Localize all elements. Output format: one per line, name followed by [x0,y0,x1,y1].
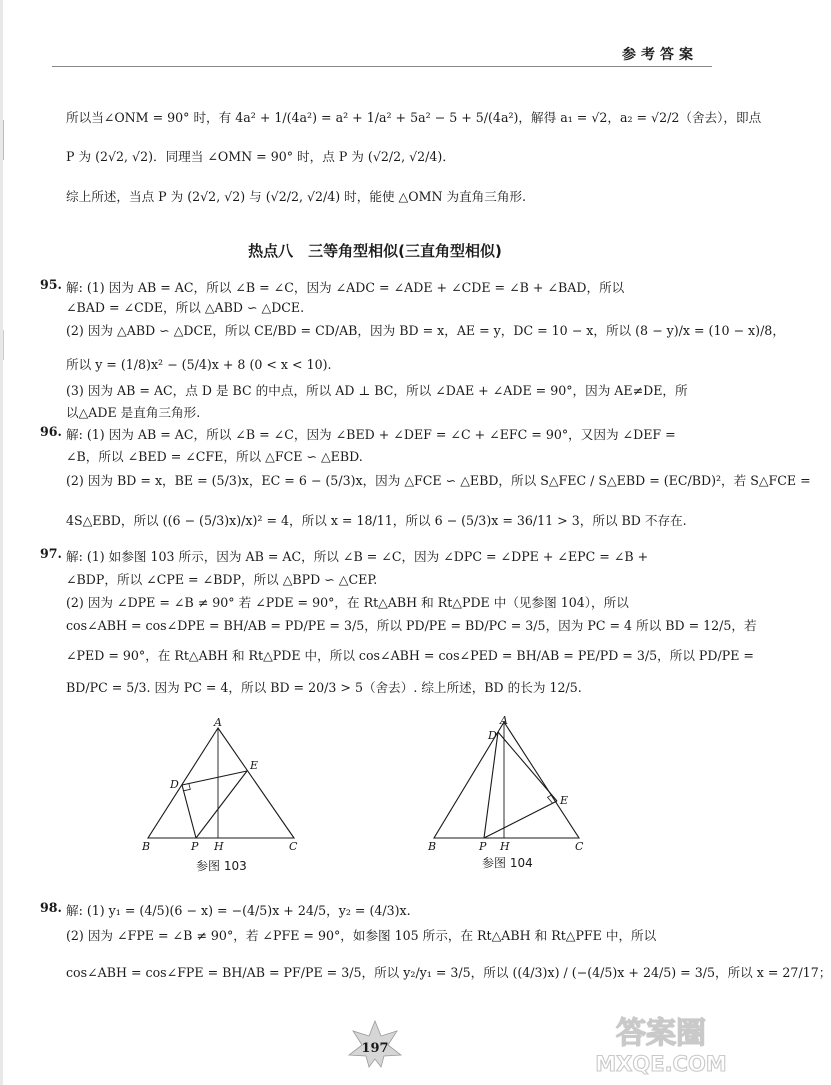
fig104-segment-de [498,732,557,801]
problem-96-number: 96. [40,424,62,439]
scan-edge [0,0,10,1085]
page-number-badge [343,1019,407,1069]
top-line-3: 综上所述，当点 P 为 (2√2, √2) 与 (√2/2, √2/4) 时，能使 △OMN 为直角三角形. [66,189,527,204]
problem-95-line-1: 解: (1) 因为 AB = AC，所以 ∠B = ∠C，因为 ∠ADC = ∠ADE + ∠CDE = ∠B + ∠BAD，所以 [66,280,625,295]
problem-96-line-2: ∠B，所以 ∠BED = ∠CFE，所以 △FCE ∽ △EBD. [66,449,363,464]
fig103-label-p: P [191,840,199,853]
problem-96-line-3: (2) 因为 BD = x，BE = (5/3)x，EC = 6 − (5/3)x，因为 △FCE ∽ △EBD，所以 S△FEC / S△EBD = (EC/BD)²，若 S△FCE = [66,473,811,488]
figure-103 [136,716,306,856]
problem-98-number: 98. [40,900,62,915]
fig103-segment-dp [182,785,196,838]
section-title: 热点八 三等角型相似(三直角型相似) [248,242,502,260]
problem-95-line-2: ∠BAD = ∠CDE，所以 △ABD ∽ △DCE. [66,300,305,315]
problem-95-line-3: (2) 因为 △ABD ∽ △DCE，所以 CE/BD = CD/AB，因为 BD = x，AE = y，DC = 10 − x，所以 (8 − y)/x = (10 − x)/8， [66,323,785,338]
fig103-label-e: E [250,759,259,772]
fig103-label-c: C [289,840,298,853]
problem-95-line-4: 所以 y = (1/8)x² − (5/4)x + 8 (0 < x < 10). [66,357,332,372]
problem-97-line-2: ∠BDP，所以 ∠CPE = ∠BDP，所以 △BPD ∽ △CEP. [66,572,378,587]
fig103-segment-de [182,771,247,785]
problem-97-number: 97. [40,546,62,561]
fig104-segment-pe [484,801,557,838]
top-line-1: 所以当∠ONM = 90° 时，有 4a² + 1/(4a²) = a² + 1/a² + 5a² − 5 + 5/(4a²)，解得 a₁ = √2，a₂ = √2/2（舍去），即点 [66,110,762,125]
problem-98-line-1: 解: (1) y₁ = (4/5)(6 − x) = −(4/5)x + 24/5，y₂ = (4/3)x. [66,903,411,918]
fig104-label-p: P [479,840,487,853]
problem-95-line-5: (3) 因为 AB = AC，点 D 是 BC 的中点，所以 AD ⊥ BC，所以 ∠DAE + ∠ADE = 90°，因为 AE≠DE，所 [66,383,688,398]
problem-96-line-4: 4S△EBD，所以 ((6 − (5/3)x)/x)² = 4，所以 x = 18/11，所以 6 − (5/3)x = 36/11 > 3，所以 BD 不存在. [66,513,687,528]
fig103-label-d: D [170,778,179,791]
problem-95-line-6: 以△ADE 是直角三角形. [66,405,201,420]
watermark-logo [586,1005,736,1079]
problem-97-line-4: cos∠ABH = cos∠DPE = BH/AB = PD/PE = 3/5，所以 PD/PE = BD/PC = 3/5，因为 PC = 4 所以 BD = 12/5，若 [66,618,757,633]
fig103-label-a: A [214,716,222,729]
fig103-segment-pe [196,771,247,838]
fig104-label-h: H [500,840,510,853]
problem-98-line-3: cos∠ABH = cos∠FPE = BH/AB = PF/PE = 3/5，所以 y₂/y₁ = 3/5，所以 ((4/3)x) / (−(4/5)x + 24/5) = 3/5，所以 x = 27/17； [66,965,831,980]
header-rule [52,66,712,67]
top-line-2: P 为 (2√2, √2)．同理当 ∠OMN = 90° 时，点 P 为 (√2/2, √2/4)． [66,149,455,164]
figure-103-caption: 参图 103 [196,859,247,873]
fig104-label-e: E [560,794,569,807]
problem-95-number: 95. [40,277,62,292]
watermark-url: MXQE.COM [595,1052,727,1076]
figure-104-caption: 参图 104 [482,856,533,870]
page-number: 197 [361,1041,389,1056]
watermark-text: 答案圈 [616,1016,706,1051]
fig104-label-c: C [575,840,584,853]
fig104-segment-dp [484,732,498,838]
fig104-triangle-abc [434,722,579,838]
fig103-label-b: B [142,840,151,853]
problem-98-line-2: (2) 因为 ∠FPE = ∠B ≠ 90°，若 ∠PFE = 90°，如参图 105 所示，在 Rt△ABH 和 Rt△PFE 中，所以 [66,928,657,943]
problem-97-line-5: ∠PED = 90°，在 Rt△ABH 和 Rt△PDE 中，所以 cos∠ABH = cos∠PED = BH/AB = PE/PD = 3/5，所以 PD/PE = [66,648,754,663]
figure-104 [424,712,594,856]
problem-97-line-6: BD/PC = 5/3. 因为 PC = 4，所以 BD = 20/3 > 5（舍去）. 综上所述，BD 的长为 12/5. [66,680,582,695]
problem-97-line-1: 解: (1) 如参图 103 所示，因为 AB = AC，所以 ∠B = ∠C，因为 ∠DPC = ∠DPE + ∠EPC = ∠B + [66,549,649,564]
fig104-label-a: A [500,714,508,727]
fig104-label-d: D [488,729,497,742]
page-header: 参考答案 [622,47,698,63]
fig103-label-h: H [214,840,224,853]
problem-97-line-3: (2) 因为 ∠DPE = ∠B ≠ 90° 若 ∠PDE = 90°，在 Rt△ABH 和 Rt△PDE 中（见参图 104），所以 [66,595,629,610]
problem-96-line-1: 解: (1) 因为 AB = AC，所以 ∠B = ∠C，因为 ∠BED + ∠DEF = ∠C + ∠EFC = 90°，又因为 ∠DEF = [66,427,676,442]
fig104-label-b: B [428,840,437,853]
